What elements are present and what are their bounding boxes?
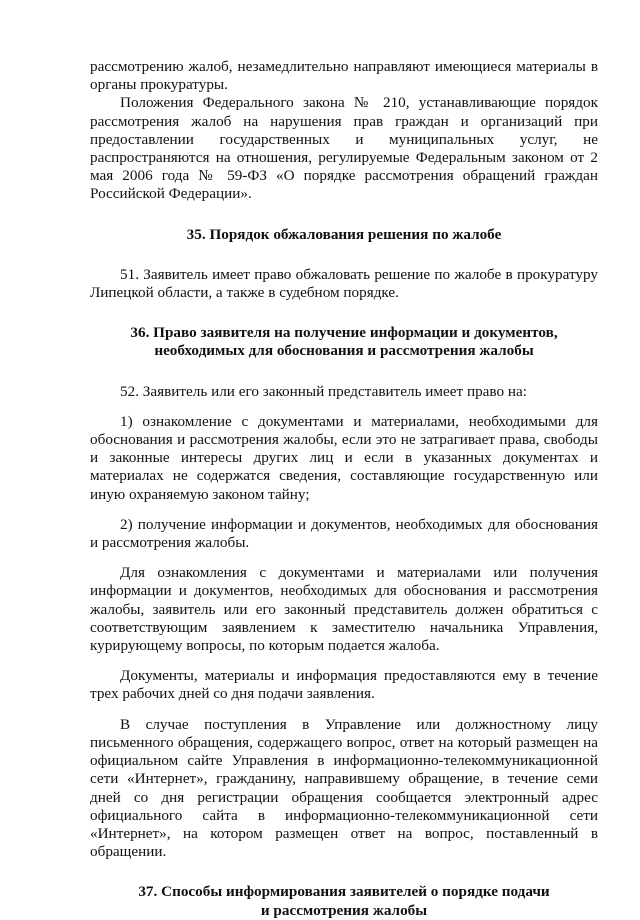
section-36-title-line1: 36. Право заявителя на получение информации и документов, [130, 324, 558, 342]
paragraph-fz210: Положения Федерального закона № 210, устанавливающие порядок рассмотрения жалоб на нарушения прав граждан и организаций при предоставлении государственных и муниципальных услуг, не распространяются на отношения, регулируемые Федеральным законом от 2 мая 2006 года № 59-ФЗ «О порядке рассмотрения обращений граждан Российской Федерации». [90, 94, 598, 203]
section-37-title-line2: и рассмотрения жалобы [260, 901, 428, 919]
paragraph-52-item-2: 2) получение информации и документов, необходимых для обоснования и рассмотрения жалобы. [90, 515, 598, 552]
paragraph-documents-term: Документы, материалы и информация предоставляются ему в течение трех рабочих дней со дня подачи заявления. [90, 667, 598, 703]
paragraph-51: 51. Заявитель имеет право обжаловать решение по жалобе в прокуратуру Липецкой области, а также в судебном порядке. [90, 265, 598, 302]
section-37-title-line1: 37. Способы информирования заявителей о порядке подачи [138, 883, 550, 901]
paragraph-internet-case: В случае поступления в Управление или должностному лицу письменного обращения, содержащего вопрос, ответ на который размещен на официальном сайте Управления в информационно-телекоммуникационной сети «Интернет», гражданину, направившему обращение, в течение семи дней со дня регистрации обращения сообщается электронный адрес официального сайта в информационно-телекоммуникационной сети «Интернет», на котором размещен ответ на вопрос, поставленный в обращении. [90, 715, 598, 861]
paragraph-familiarization: Для ознакомления с документами и материалами или получения информации и документов, необходимых для обоснования и рассмотрения жалобы, заявитель или его законный представитель должен обратиться с соответствующим заявлением к заместителю начальника Управления, курирующему вопросы, по которым подается жалоба. [90, 564, 598, 655]
paragraph-52-item-1: 1) ознакомление с документами и материалами, необходимыми для обоснования и рассмотрения жалобы, если это не затрагивает права, свободы и законные интересы других лиц и если в указанных документах и материалах не содержатся сведения, составляющие государственную или иную охраняемую законом тайну; [90, 412, 598, 503]
document-page [90, 58, 598, 920]
section-35-title: 35. Порядок обжалования решения по жалобе [186, 225, 502, 243]
section-37-title [90, 883, 598, 919]
paragraph-52: 52. Заявитель или его законный представитель имеет право на: [120, 382, 527, 400]
section-36-title-line2: необходимых для обоснования и рассмотрения жалобы [154, 342, 534, 360]
section-36-title [90, 324, 598, 360]
paragraph-top: рассмотрению жалоб, незамедлительно направляют имеющиеся материалы в органы прокуратуры. [90, 58, 598, 94]
